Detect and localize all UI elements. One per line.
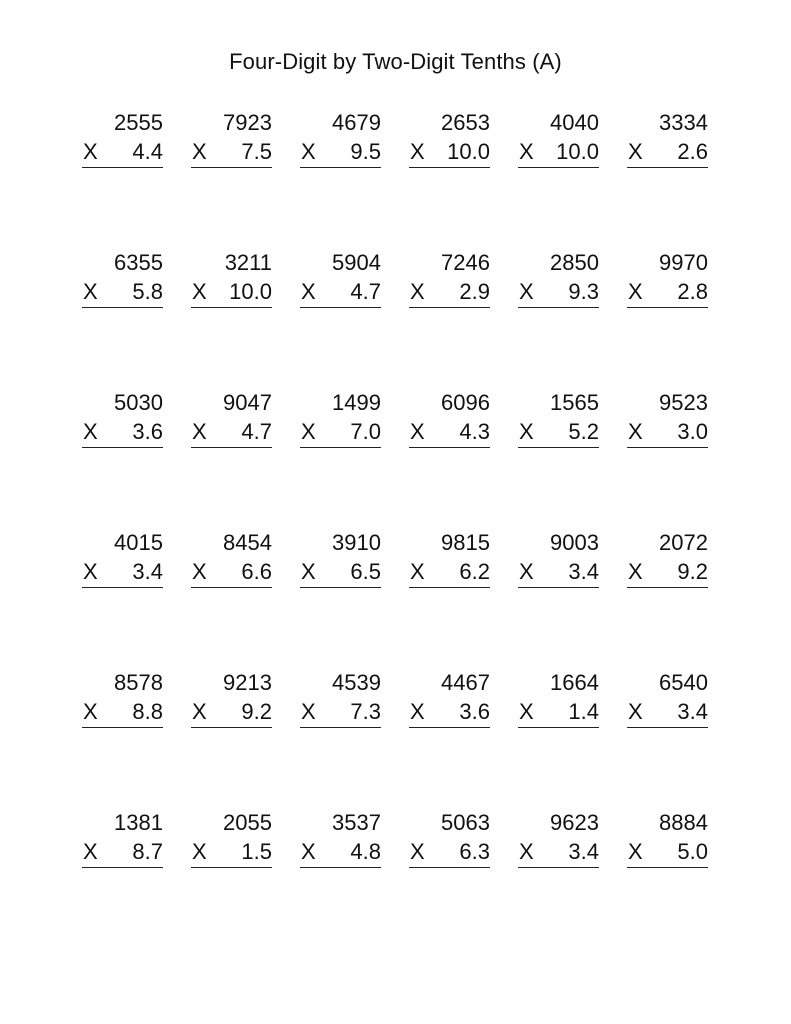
multiply-sign: X [628,559,643,584]
multiply-sign: X [519,139,534,164]
multiplicand: 6355 [114,250,163,275]
multiplicand: 6540 [659,670,708,695]
multiply-sign: X [301,559,316,584]
multiply-sign: X [519,839,534,864]
problem-row [82,388,714,528]
multiplication-problem [300,668,381,808]
multiplier: 3.4 [132,559,163,584]
multiplier: 8.7 [132,839,163,864]
multiplier: 9.5 [350,139,381,164]
multiplicand: 5904 [332,250,381,275]
multiplication-problem [627,808,708,948]
multiplier-line [518,557,599,588]
multiplicand: 8454 [223,530,272,555]
multiplication-problem [627,388,708,528]
multiplicand: 2055 [223,810,272,835]
multiplier-line [82,837,163,868]
multiplication-problem [518,248,599,388]
multiplier-line [191,277,272,308]
multiplier-line [409,697,490,728]
multiplier: 4.8 [350,839,381,864]
multiplier: 7.3 [350,699,381,724]
multiplier: 4.4 [132,139,163,164]
multiplier-line [627,557,708,588]
multiplier-line [300,137,381,168]
multiply-sign: X [192,419,207,444]
multiplier: 5.8 [132,279,163,304]
multiplication-problem [191,108,272,248]
multiplier-line [191,557,272,588]
multiplier: 5.2 [568,419,599,444]
multiplier: 3.4 [677,699,708,724]
multiply-sign: X [628,279,643,304]
multiply-sign: X [301,699,316,724]
multiplicand: 3910 [332,530,381,555]
problem-grid [82,108,714,948]
multiplier-line [518,697,599,728]
multiplier: 9.2 [241,699,272,724]
multiplier: 10.0 [447,139,490,164]
multiplication-problem [409,248,490,388]
multiply-sign: X [410,839,425,864]
multiply-sign: X [410,279,425,304]
multiplication-problem [191,248,272,388]
multiply-sign: X [628,839,643,864]
multiplication-problem [191,668,272,808]
multiplier-line [627,417,708,448]
multiplier-line [518,137,599,168]
multiplier: 9.3 [568,279,599,304]
multiplier: 4.7 [350,279,381,304]
multiplicand: 1565 [550,390,599,415]
multiplier: 3.6 [132,419,163,444]
multiplication-problem [191,808,272,948]
multiplier: 10.0 [556,139,599,164]
multiplier: 3.6 [459,699,490,724]
multiply-sign: X [83,139,98,164]
multiplicand: 4467 [441,670,490,695]
multiplier: 7.0 [350,419,381,444]
multiply-sign: X [83,279,98,304]
multiplication-problem [191,388,272,528]
multiplicand: 2653 [441,110,490,135]
multiply-sign: X [301,419,316,444]
multiplier-line [82,277,163,308]
multiply-sign: X [192,559,207,584]
multiplicand: 3334 [659,110,708,135]
multiply-sign: X [83,559,98,584]
multiplication-problem [82,388,163,528]
multiply-sign: X [519,419,534,444]
multiplication-problem [82,248,163,388]
multiply-sign: X [192,699,207,724]
multiplicand: 9003 [550,530,599,555]
multiplier-line [627,277,708,308]
multiply-sign: X [519,699,534,724]
problem-row [82,248,714,388]
multiplication-problem [518,808,599,948]
multiplication-problem [300,528,381,668]
multiply-sign: X [301,839,316,864]
multiply-sign: X [301,139,316,164]
problem-row [82,108,714,248]
multiplication-problem [300,108,381,248]
multiplier-line [518,417,599,448]
multiplicand: 5063 [441,810,490,835]
multiplicand: 4679 [332,110,381,135]
multiply-sign: X [192,839,207,864]
multiplier: 6.6 [241,559,272,584]
problem-row [82,528,714,668]
multiply-sign: X [410,139,425,164]
multiplier: 5.0 [677,839,708,864]
multiplier-line [409,557,490,588]
multiply-sign: X [192,279,207,304]
multiply-sign: X [83,839,98,864]
multiplier-line [82,557,163,588]
multiply-sign: X [628,699,643,724]
multiplier-line [409,277,490,308]
multiply-sign: X [628,139,643,164]
multiplier: 2.9 [459,279,490,304]
multiplier-line [300,697,381,728]
multiplier-line [82,137,163,168]
multiplicand: 5030 [114,390,163,415]
multiplicand: 1381 [114,810,163,835]
multiplicand: 9970 [659,250,708,275]
multiply-sign: X [410,699,425,724]
multiplier-line [409,837,490,868]
multiplier-line [518,277,599,308]
multiplicand: 4539 [332,670,381,695]
multiplier-line [191,137,272,168]
multiplication-problem [82,108,163,248]
multiplier-line [627,697,708,728]
multiplicand: 1499 [332,390,381,415]
multiplier: 1.4 [568,699,599,724]
multiplier-line [518,837,599,868]
multiplier: 2.6 [677,139,708,164]
multiply-sign: X [519,559,534,584]
multiply-sign: X [301,279,316,304]
multiplication-problem [627,108,708,248]
multiplicand: 4040 [550,110,599,135]
multiplicand: 7923 [223,110,272,135]
multiplier: 7.5 [241,139,272,164]
multiplier-line [300,837,381,868]
multiplier-line [627,137,708,168]
multiplicand: 1664 [550,670,599,695]
multiplicand: 6096 [441,390,490,415]
multiplication-problem [82,668,163,808]
multiplier: 9.2 [677,559,708,584]
multiplicand: 2850 [550,250,599,275]
multiplier-line [409,417,490,448]
multiplicand: 4015 [114,530,163,555]
multiplier: 10.0 [229,279,272,304]
multiplier-line [191,417,272,448]
multiplication-problem [409,808,490,948]
multiplicand: 8578 [114,670,163,695]
multiply-sign: X [410,419,425,444]
multiplication-problem [409,388,490,528]
problem-row [82,668,714,808]
multiplication-problem [300,248,381,388]
multiplicand: 7246 [441,250,490,275]
multiplication-problem [518,388,599,528]
multiplicand: 9213 [223,670,272,695]
multiplicand: 8884 [659,810,708,835]
multiplier-line [82,417,163,448]
multiply-sign: X [519,279,534,304]
multiplier-line [627,837,708,868]
multiplier: 6.5 [350,559,381,584]
problem-row [82,808,714,948]
multiplier: 2.8 [677,279,708,304]
multiplication-problem [300,388,381,528]
multiplicand: 3211 [224,250,272,275]
multiplier-line [191,837,272,868]
multiplier: 4.3 [459,419,490,444]
multiplication-problem [627,668,708,808]
multiplication-problem [409,668,490,808]
multiplicand: 3537 [332,810,381,835]
multiplier: 6.3 [459,839,490,864]
multiplier-line [82,697,163,728]
multiply-sign: X [410,559,425,584]
multiplicand: 9815 [441,530,490,555]
multiplier-line [300,417,381,448]
multiplier-line [300,557,381,588]
multiplicand: 2555 [114,110,163,135]
multiply-sign: X [192,139,207,164]
multiplication-problem [82,808,163,948]
multiplier: 4.7 [241,419,272,444]
multiplication-problem [82,528,163,668]
multiplier: 3.4 [568,839,599,864]
multiplicand: 9623 [550,810,599,835]
multiplication-problem [518,668,599,808]
multiplication-problem [409,108,490,248]
multiplication-problem [518,528,599,668]
multiplication-problem [300,808,381,948]
multiplier: 1.5 [241,839,272,864]
multiply-sign: X [628,419,643,444]
multiplication-problem [518,108,599,248]
multiplier-line [300,277,381,308]
multiplier: 8.8 [132,699,163,724]
multiply-sign: X [83,699,98,724]
multiplier: 6.2 [459,559,490,584]
multiplier-line [191,697,272,728]
multiplication-problem [191,528,272,668]
multiplication-problem [627,528,708,668]
multiplication-problem [409,528,490,668]
multiply-sign: X [83,419,98,444]
worksheet-title: Four-Digit by Two-Digit Tenths (A) [229,49,562,74]
multiplier: 3.4 [568,559,599,584]
multiplier-line [409,137,490,168]
multiplier: 3.0 [677,419,708,444]
multiplicand: 9047 [223,390,272,415]
multiplicand: 9523 [659,390,708,415]
multiplicand: 2072 [659,530,708,555]
multiplication-problem [627,248,708,388]
